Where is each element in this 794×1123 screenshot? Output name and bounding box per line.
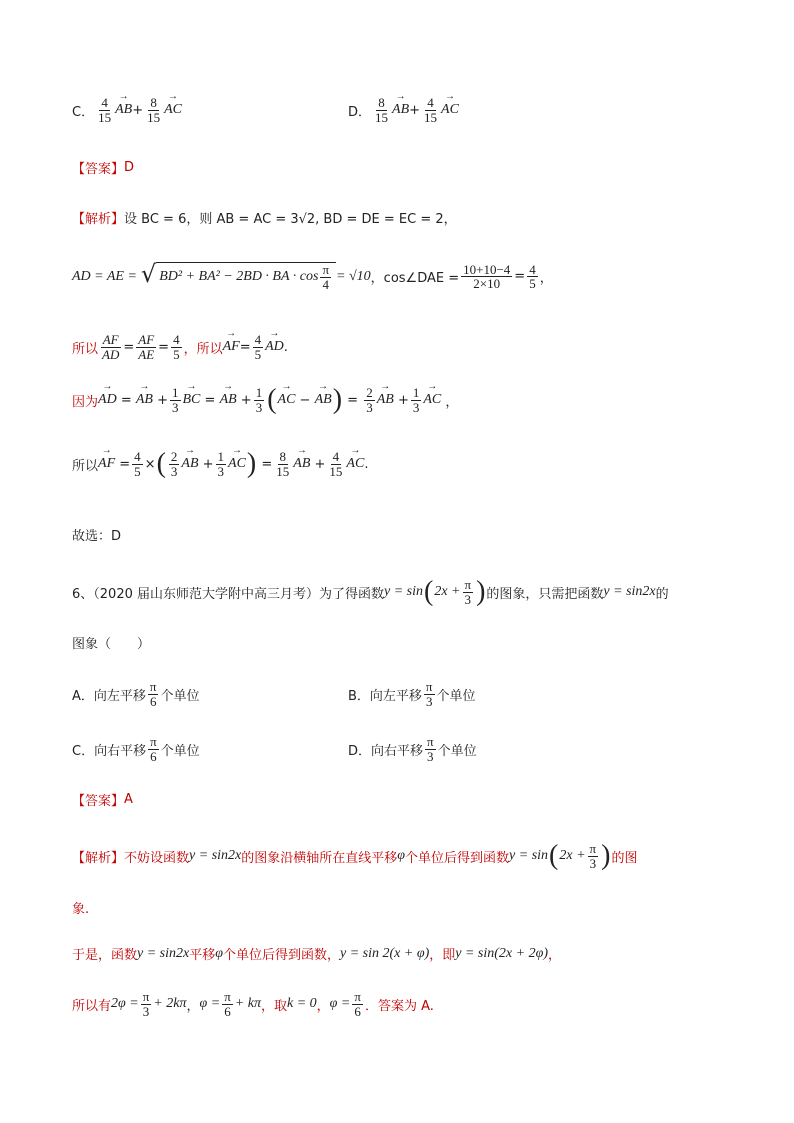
question-6: 6、（2020 届山东师范大学附中高三月考）为了得函数 y = sin ( 2x + $\frac{\pi}{3}$ ) 的图象，只需把函数 y = sin2x 的 (72, 576, 669, 608)
analysis-2-line-4: 所以有 2φ = $\frac{\pi}{3}$ + 2kπ ， φ = $\frac{\pi}{6}$ + kπ ，取 k = 0 ， φ = $\frac{\pi}{6}$ ．答案为 A. (72, 989, 434, 1019)
choice-a[interactable]: A．向左平移 $\frac{\pi}{6}$ 个单位 (72, 679, 200, 709)
analysis-tag: 【解析】 (72, 212, 125, 227)
sqrt-expression: √ BD² + BA² − 2BD · BA · cos $\frac{\pi}{4}$ (141, 262, 336, 291)
vector-ac: → AC (164, 102, 182, 118)
answer-value: D (124, 160, 135, 175)
option-d-frac-2: $\frac{4}{15}$ (424, 95, 438, 125)
answer-2: 【答案】 A (72, 792, 133, 809)
analysis-1-line-5: 所以 → AF = $\frac{4}{5}$ × ( $\frac{2}{3}$ → AB + $\frac{1}{3}$ → AC ) = $\frac{8}{15}$ → AB + $\frac{4}{15}$ → AC . (72, 450, 368, 478)
option-c: C． $\frac{4}{15}$ → AB + $\frac{8}{15}$ → AC (72, 96, 182, 124)
answer-1 (72, 158, 134, 177)
analysis-1-line-1 (72, 208, 457, 227)
analysis-1-line-2: AD = AE = √ BD² + BA² − 2BD · BA · cos $\frac{\pi}{4}$ = √10 ，cos∠DAE = $\frac{10+10-4}{2\times 10}$ = $\frac{4}{5}$ ， (72, 260, 553, 292)
analysis-2-line-3: 于是，函数 y = sin2x 平移 φ 个单位后得到函数， y = sin 2(x + φ) ，即 y = sin(2x + 2φ) ， (72, 945, 562, 963)
analysis-1-line-3: 所以 $\frac{AF}{AD}$ = $\frac{AF}{AE}$ = $\frac{4}{5}$ ，所以 → AF = $\frac{4}{5}$ → AD . (72, 333, 288, 361)
option-d: D． $\frac{8}{15}$ → AB + $\frac{4}{15}$ → AC (348, 96, 459, 124)
choice-d[interactable]: D．向右平移 $\frac{\pi}{3}$ 个单位 (348, 734, 477, 764)
answer-tag: 【答案】 (72, 162, 125, 177)
option-d-label: D． (348, 104, 372, 120)
analysis-1-line-4: 因为 → AD = → AB + $\frac{1}{3}$ → BC = → AB + $\frac{1}{3}$ ( → AC − → AB ) = $\frac{2}{3}$ → AB + $\frac{1}{3}$ → AC ， (72, 386, 458, 414)
option-c-label: C． (72, 104, 95, 120)
option-c-frac-2: $\frac{8}{15}$ (147, 95, 161, 125)
option-c-frac-1: $\frac{4}{15}$ (98, 95, 112, 125)
question-6-line-2: 图象（ ） (72, 637, 151, 652)
vector-ab: → AB (115, 102, 132, 118)
conclusion-1: 故选：D (72, 529, 122, 544)
analysis-1-text-1: 设 BC = 6，则 AB = AC = 3√2, BD = DE = EC = 2， (124, 212, 457, 227)
choice-b[interactable]: B．向左平移 $\frac{\pi}{3}$ 个单位 (348, 679, 476, 709)
analysis-2-line-1: 【解析】 不妨设函数 y = sin2x 的图象沿横轴所在直线平移 φ 个单位后得到函数 y = sin ( 2x + $\frac{\pi}{3}$ ) 的图 (72, 840, 638, 872)
analysis-2-line-2: 象. (72, 902, 90, 917)
vector-ac: → AC (441, 102, 459, 118)
vector-ab: → AB (392, 102, 409, 118)
choice-c[interactable]: C．向右平移 $\frac{\pi}{6}$ 个单位 (72, 734, 200, 764)
option-d-frac-1: $\frac{8}{15}$ (375, 95, 389, 125)
